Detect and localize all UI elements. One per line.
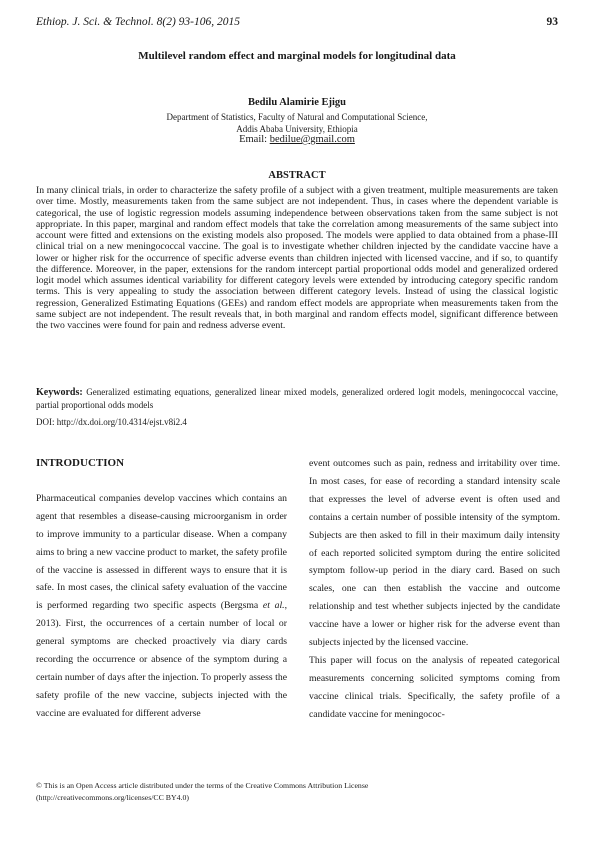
- running-header: [36, 14, 558, 30]
- keywords: [36, 386, 558, 411]
- doi: DOI: http://dx.doi.org/10.4314/ejst.v8i2.4: [36, 417, 187, 427]
- abstract-heading: ABSTRACT: [268, 170, 326, 181]
- author-name: Bedilu Alamirie Ejigu: [247, 97, 346, 108]
- email-label: Email:: [239, 134, 270, 145]
- author-affiliation: [36, 111, 558, 135]
- page-number: 93: [546, 16, 558, 28]
- footnote-text: This is an Open Access article distributed under the terms of the Creative Commons Attribution License: [41, 781, 369, 790]
- journal-citation: Ethiop. J. Sci. & Technol. 8(2) 93-106, 2015: [36, 16, 240, 28]
- footnote-line-1: [36, 780, 558, 792]
- affiliation-line-2: Addis Ababa University, Ethiopia: [236, 124, 358, 134]
- intro-p1-part-b: , 2013). First, the occurrences of a certain number of local or general symptoms are checked proactively via diary cards recording the occurrence or absence of the symptom during a certain number of days after the injection. To properly assess the safety profile of the new vaccine, subjects injected with the vaccine are evaluated for different adverse: [36, 600, 287, 719]
- intro-paragraph-1: [36, 490, 287, 723]
- keywords-label: Keywords:: [36, 387, 83, 398]
- section-heading-introduction: INTRODUCTION: [36, 457, 125, 469]
- affiliation-line-1: Department of Statistics, Faculty of Natural and Computational Science,: [166, 112, 428, 122]
- intro-paragraph-1-continued: event outcomes such as pain, redness and irritability over time. In most cases, for ease of recording a standard intensity scale that expresses the level of adverse event is often used and contains a certain number of possible intensity of the symptom. Subjects are then asked to fill in their maximum daily intensity of each reported solicited symptom during the entire solicited symptom follow-up period in the diary card. Based on such scales, one can then establish the vaccine and outcome relationship and test whether subjects injected by the candidate vaccine have a lower or higher risk for the adverse event than subjects injected by the licensed vaccine.: [309, 458, 560, 649]
- left-column: [36, 455, 287, 723]
- license-footnote: [36, 780, 558, 804]
- email-link[interactable]: bedilue@gmail.com: [269, 134, 355, 145]
- footnote-line-2: (http://creativecommons.org/licenses/CC BY4.0): [36, 793, 189, 802]
- copyright-icon: ©: [36, 781, 42, 790]
- paper-title: Multilevel random effect and marginal models for longitudinal data: [138, 50, 456, 62]
- intro-p1-etal: et al.: [262, 600, 285, 612]
- author-email: [36, 134, 558, 145]
- intro-p1-part-a: Pharmaceutical companies develop vaccines which contains an agent that resembles a disease-causing microorganism in order to improve immunity to a particular disease. When a company aims to bring a new vaccine product to market, the safety profile of the vaccine is assessed in different ways to ensure that it is safe. In most cases, the clinical safety evaluation of the vaccine is performed regarding two specific aspects (Bergsma: [36, 492, 287, 612]
- intro-paragraph-2: This paper will focus on the analysis of repeated categorical measurements concerning solicited symptoms coming from vaccine clinical trials. Specifically, the safety profile of a candidate vaccine for meningococ-: [309, 654, 560, 720]
- keywords-text: Generalized estimating equations, generalized linear mixed models, generalized ordered logit models, meningococcal vaccine, partial proportional odds models: [36, 387, 558, 410]
- abstract-text: In many clinical trials, in order to characterize the safety profile of a subject with a given treatment, multiple measurements are taken over time. Mostly, measurements taken from the same subject are not independent. Thus, in cases where the dependent variable is categorical, the use of logistic regression models assuming independence between observations taken from the same subject is not appropriate. In this paper, marginal and random effect models that take the correlation among measurements of the same subject into account were fitted and extensions on the existing models also proposed. The models were applied to data obtained from a phase-III clinical trial on a new meningococcal vaccine. The goal is to investigate whether children injected by the candidate vaccine have a lower or higher risk for the occurrence of specific adverse events than children injected with licensed vaccine, and if so, to quantify the difference. Moreover, in the paper, extensions for the random intercept partial proportional odds model and generalized ordered logit model which assumes identical variability for different category levels were extended by introducing category specific random terms. This is very appealing to study the association between different category levels. Instead of using the classical logistic regression, Generalized Estimating Equations (GEEs) and random effect models are appropriate when measurements taken from the same subject are not independent. The result reveals that, in both marginal and random effects model, significant difference between the two vaccines were found for pain and redness adverse event.: [36, 185, 558, 331]
- right-column: [309, 455, 560, 724]
